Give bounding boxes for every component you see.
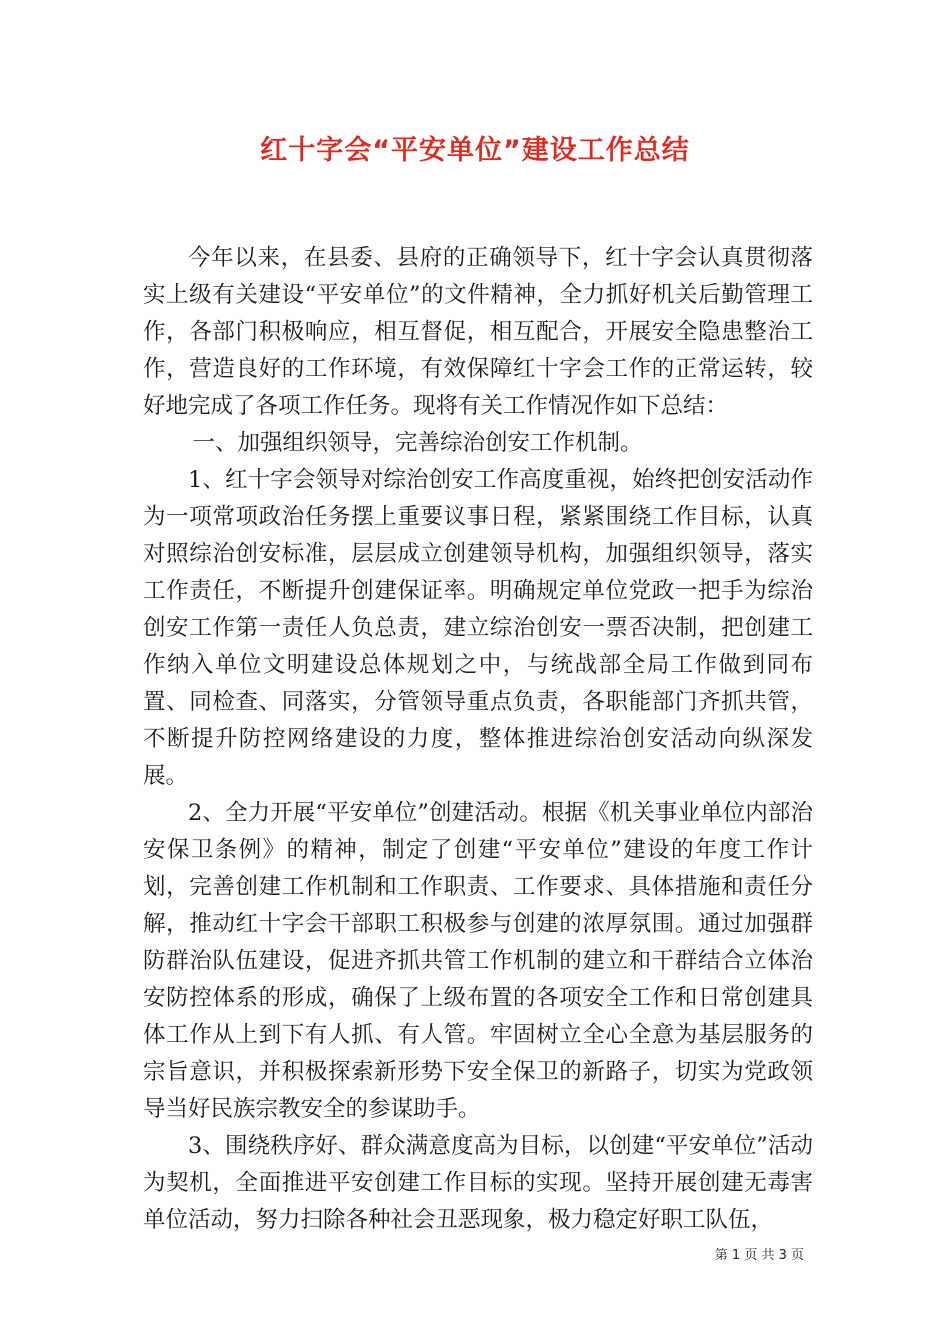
item-paragraph-2: 2、全力开展“平安单位”创建活动。根据《机关事业单位内部治安保卫条例》的精神，制定了创建“平安单位”建设的年度工作计划，完善创建工作机制和工作职责、工作要求、具体措施和责任分解，推动红十字会干部职工积极参与创建的浓厚氛围。通过加强群防群治队伍建设，促进齐抓共管工作机制的建立和干群结合立体治安防控体系的形成，确保了上级布置的各项安全工作和日常创建具体工作从上到下有人抓、有人管。牢固树立全心全意为基层服务的宗旨意识，并积极探索新形势下安全保卫的新路子，切实为党政领导当好民族宗教安全的参谋助手。 bbox=[143, 800, 813, 1122]
document-body bbox=[143, 240, 813, 1239]
intro-paragraph: 今年以来，在县委、县府的正确领导下，红十字会认真贯彻落实上级有关建设“平安单位”的文件精神，全力抓好机关后勤管理工作，各部门积极响应，相互督促，相互配合，开展安全隐患整治工作，营造良好的工作环境，有效保障红十字会工作的正常运转，较好地完成了各项工作任务。现将有关工作情况作如下总结： bbox=[143, 245, 813, 419]
section-heading: 一、加强组织领导，完善综治创安工作机制。 bbox=[192, 430, 643, 456]
document-title: 红十字会“平安单位”建设工作总结 bbox=[260, 135, 690, 166]
item-paragraph-1: 1、红十字会领导对综治创安工作高度重视，始终把创安活动作为一项常项政治任务摆上重要议事日程，紧紧围绕工作目标，认真对照综治创安标准，层层成立创建领导机构，加强组织领导，落实工作责任，不断提升创建保证率。明确规定单位党政一把手为综治创安工作第一责任人负总责，建立综治创安一票否决制，把创建工作纳入单位文明建设总体规划之中，与统战部全局工作做到同布置、同检查、同落实，分管领导重点负责，各职能部门齐抓共管，不断提升防控网络建设的力度，整体推进综治创安活动向纵深发展。 bbox=[143, 467, 813, 789]
item-paragraph-3: 3、围绕秩序好、群众满意度高为目标，以创建“平安单位”活动为契机，全面推进平安创建工作目标的实现。坚持开展创建无毒害单位活动，努力扫除各种社会丑恶现象，极力稳定好职工队伍， bbox=[143, 1133, 813, 1233]
page-number: 第 1 页 共 3 页 bbox=[714, 1248, 804, 1263]
